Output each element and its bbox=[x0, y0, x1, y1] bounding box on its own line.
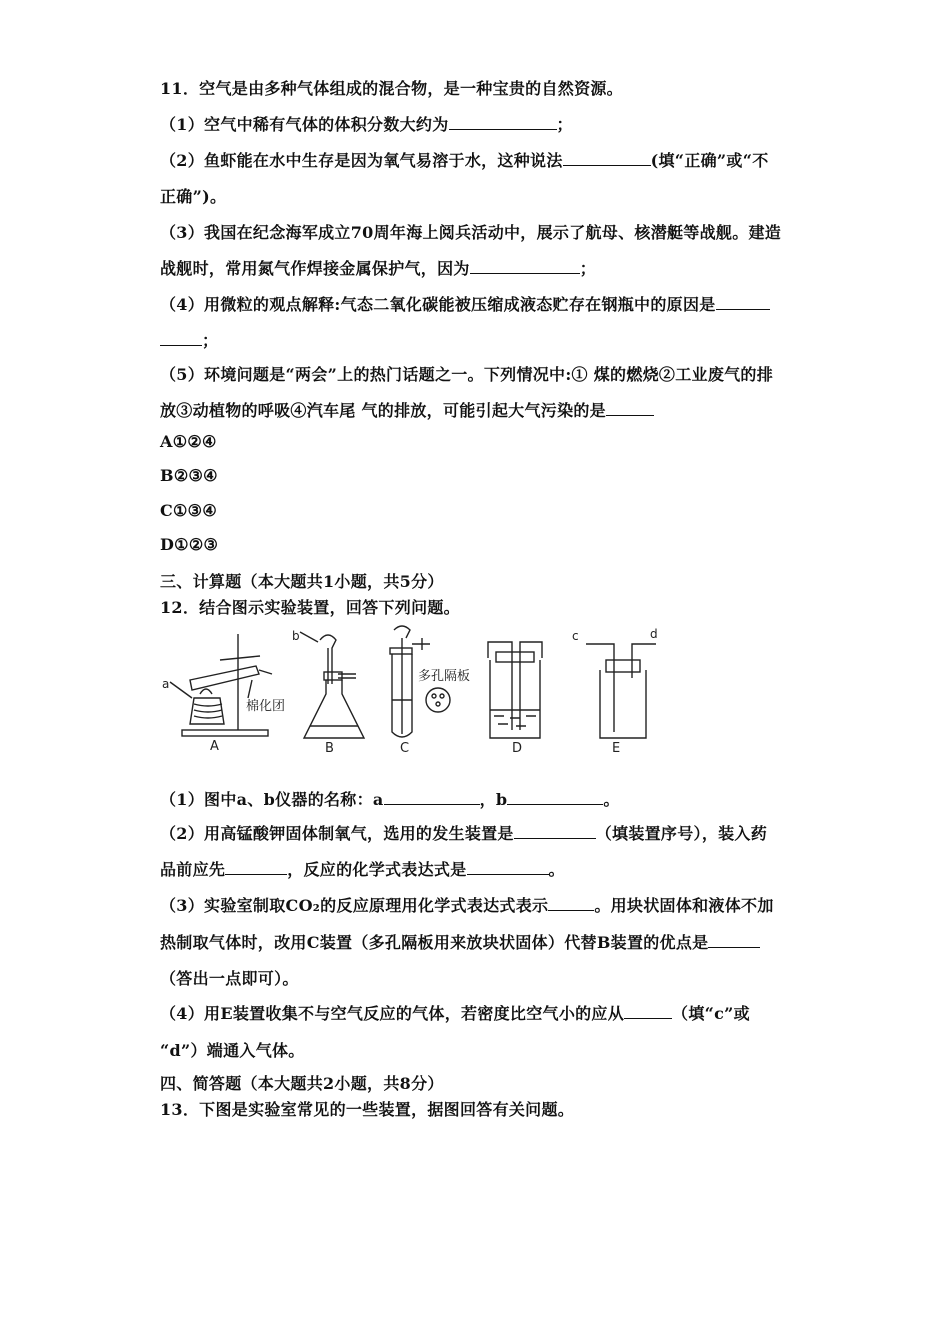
label-a: a bbox=[162, 677, 170, 691]
q12-part1-end: 。 bbox=[603, 790, 620, 809]
q11-part5-cont bbox=[160, 398, 654, 421]
apparatus-a-label: A bbox=[210, 739, 219, 754]
answer-blank[interactable] bbox=[563, 150, 651, 166]
answer-blank[interactable] bbox=[507, 789, 603, 805]
answer-blank[interactable] bbox=[624, 1003, 672, 1019]
q12-part2-cont-end: 。 bbox=[548, 860, 565, 879]
q12-part3-cont2: （答出一点即可）。 bbox=[160, 969, 299, 988]
q11-stem: 11．空气是由多种气体组成的混合物，是一种宝贵的自然资源。 bbox=[160, 79, 623, 98]
q12-part1-text: （1）图中a、b仪器的名称：a bbox=[160, 790, 384, 809]
q12-stem: 12．结合图示实验装置，回答下列问题。 bbox=[160, 598, 460, 617]
porous-plate-label: 多孔隔板 bbox=[418, 669, 471, 684]
label-b: b bbox=[292, 629, 300, 643]
q12-part4 bbox=[160, 1001, 750, 1024]
answer-blank[interactable] bbox=[716, 294, 770, 310]
answer-blank[interactable] bbox=[449, 114, 557, 130]
q11-part4 bbox=[160, 292, 770, 315]
q11-part2-cont: 正确”)。 bbox=[160, 187, 227, 206]
q11-part4-end: ； bbox=[202, 331, 219, 350]
apparatus-b-label: B bbox=[325, 741, 334, 756]
answer-blank[interactable] bbox=[467, 859, 549, 875]
q12-part4-cont: “d”）端通入气体。 bbox=[160, 1041, 305, 1060]
option-b[interactable]: B②③④ bbox=[160, 466, 218, 485]
q11-part4-text: （4）用微粒的观点解释:气态二氧化碳能被压缩成液态贮存在钢瓶中的原因是 bbox=[160, 295, 716, 314]
apparatus-b-drawing bbox=[300, 632, 364, 738]
apparatus-figure bbox=[160, 620, 680, 760]
q11-part3-end: ； bbox=[579, 259, 597, 278]
q12-part3 bbox=[160, 893, 774, 916]
apparatus-d-label: D bbox=[512, 741, 523, 756]
q12-part3-end: 。用块状固体和液体不加 bbox=[594, 896, 774, 915]
q11-part2-end: (填“正确”或“不 bbox=[650, 151, 769, 170]
answer-blank[interactable] bbox=[548, 895, 594, 911]
option-d[interactable]: D①②③ bbox=[160, 535, 219, 554]
answer-blank[interactable] bbox=[708, 932, 760, 948]
q11-part2-text: （2）鱼虾能在水中生存是因为氧气易溶于水，这种说法 bbox=[160, 151, 563, 170]
q12-part2-end: （填装置序号），装入药 bbox=[595, 824, 768, 843]
answer-blank[interactable] bbox=[606, 400, 654, 416]
q12-part3-cont bbox=[160, 930, 760, 953]
answer-blank[interactable] bbox=[470, 258, 580, 274]
q11-part1-end: ； bbox=[556, 115, 573, 134]
q12-part3-cont-text: 热制取气体时，改用C装置（多孔隔板用来放块状固体）代替B装置的优点是 bbox=[160, 933, 709, 952]
section-3-heading: 三、计算题（本大题共1小题，共5分） bbox=[160, 572, 444, 591]
section-4-heading: 四、简答题（本大题共2小题，共8分） bbox=[160, 1074, 444, 1093]
q13-stem: 13．下图是实验室常见的一些装置，据图回答有关问题。 bbox=[160, 1100, 575, 1119]
cotton-label: 棉化团 bbox=[246, 699, 286, 714]
q12-part4-end: （填“c”或 bbox=[672, 1004, 750, 1023]
apparatus-c-label: C bbox=[400, 741, 410, 756]
answer-blank[interactable] bbox=[514, 823, 596, 839]
answer-blank[interactable] bbox=[160, 330, 202, 346]
q12-part2-mid: ，反应的化学式表达式是 bbox=[287, 860, 467, 879]
q12-part2 bbox=[160, 821, 767, 844]
q12-part1-mid: ，b bbox=[479, 790, 508, 809]
q11-part5: （5）环境问题是“两会”上的热门话题之一。下列情况中:① 煤的燃烧②工业废气的排 bbox=[160, 365, 774, 384]
apparatus-e-drawing bbox=[586, 644, 656, 738]
answer-blank[interactable] bbox=[384, 789, 480, 805]
q11-part3-text: 战舰时，常用氮气作焊接金属保护气，因为 bbox=[160, 259, 470, 278]
q12-part2-cont bbox=[160, 857, 565, 880]
label-d: d bbox=[650, 627, 658, 641]
label-c: c bbox=[572, 629, 579, 643]
q11-part1 bbox=[160, 112, 573, 135]
answer-blank[interactable] bbox=[225, 859, 287, 875]
q11-part4-cont bbox=[160, 328, 218, 351]
q11-part1-text: （1）空气中稀有气体的体积分数大约为 bbox=[160, 115, 449, 134]
q12-part1 bbox=[160, 787, 620, 810]
apparatus-a-drawing bbox=[170, 634, 272, 736]
apparatus-e-label: E bbox=[612, 741, 621, 756]
q12-part2-text: （2）用高锰酸钾固体制氧气，选用的发生装置是 bbox=[160, 824, 514, 843]
apparatus-d-drawing bbox=[488, 642, 542, 738]
q11-part3-cont bbox=[160, 256, 596, 279]
q11-part5-text: 放③动植物的呼吸④汽车尾 气的排放，可能引起大气污染的是 bbox=[160, 401, 606, 420]
q11-part3: （3）我国在纪念海军成立70周年海上阅兵活动中，展示了航母、核潜艇等战舰。建造 bbox=[160, 223, 782, 242]
q12-part3-text: （3）实验室制取CO₂的反应原理用化学式表达式表示 bbox=[160, 896, 549, 915]
option-a[interactable]: A①②④ bbox=[160, 432, 217, 451]
q12-part2-cont-text: 品前应先 bbox=[160, 860, 226, 879]
option-c[interactable]: C①③④ bbox=[160, 501, 217, 520]
q12-part4-text: （4）用E装置收集不与空气反应的气体，若密度比空气小的应从 bbox=[160, 1004, 625, 1023]
q11-part2 bbox=[160, 148, 769, 171]
